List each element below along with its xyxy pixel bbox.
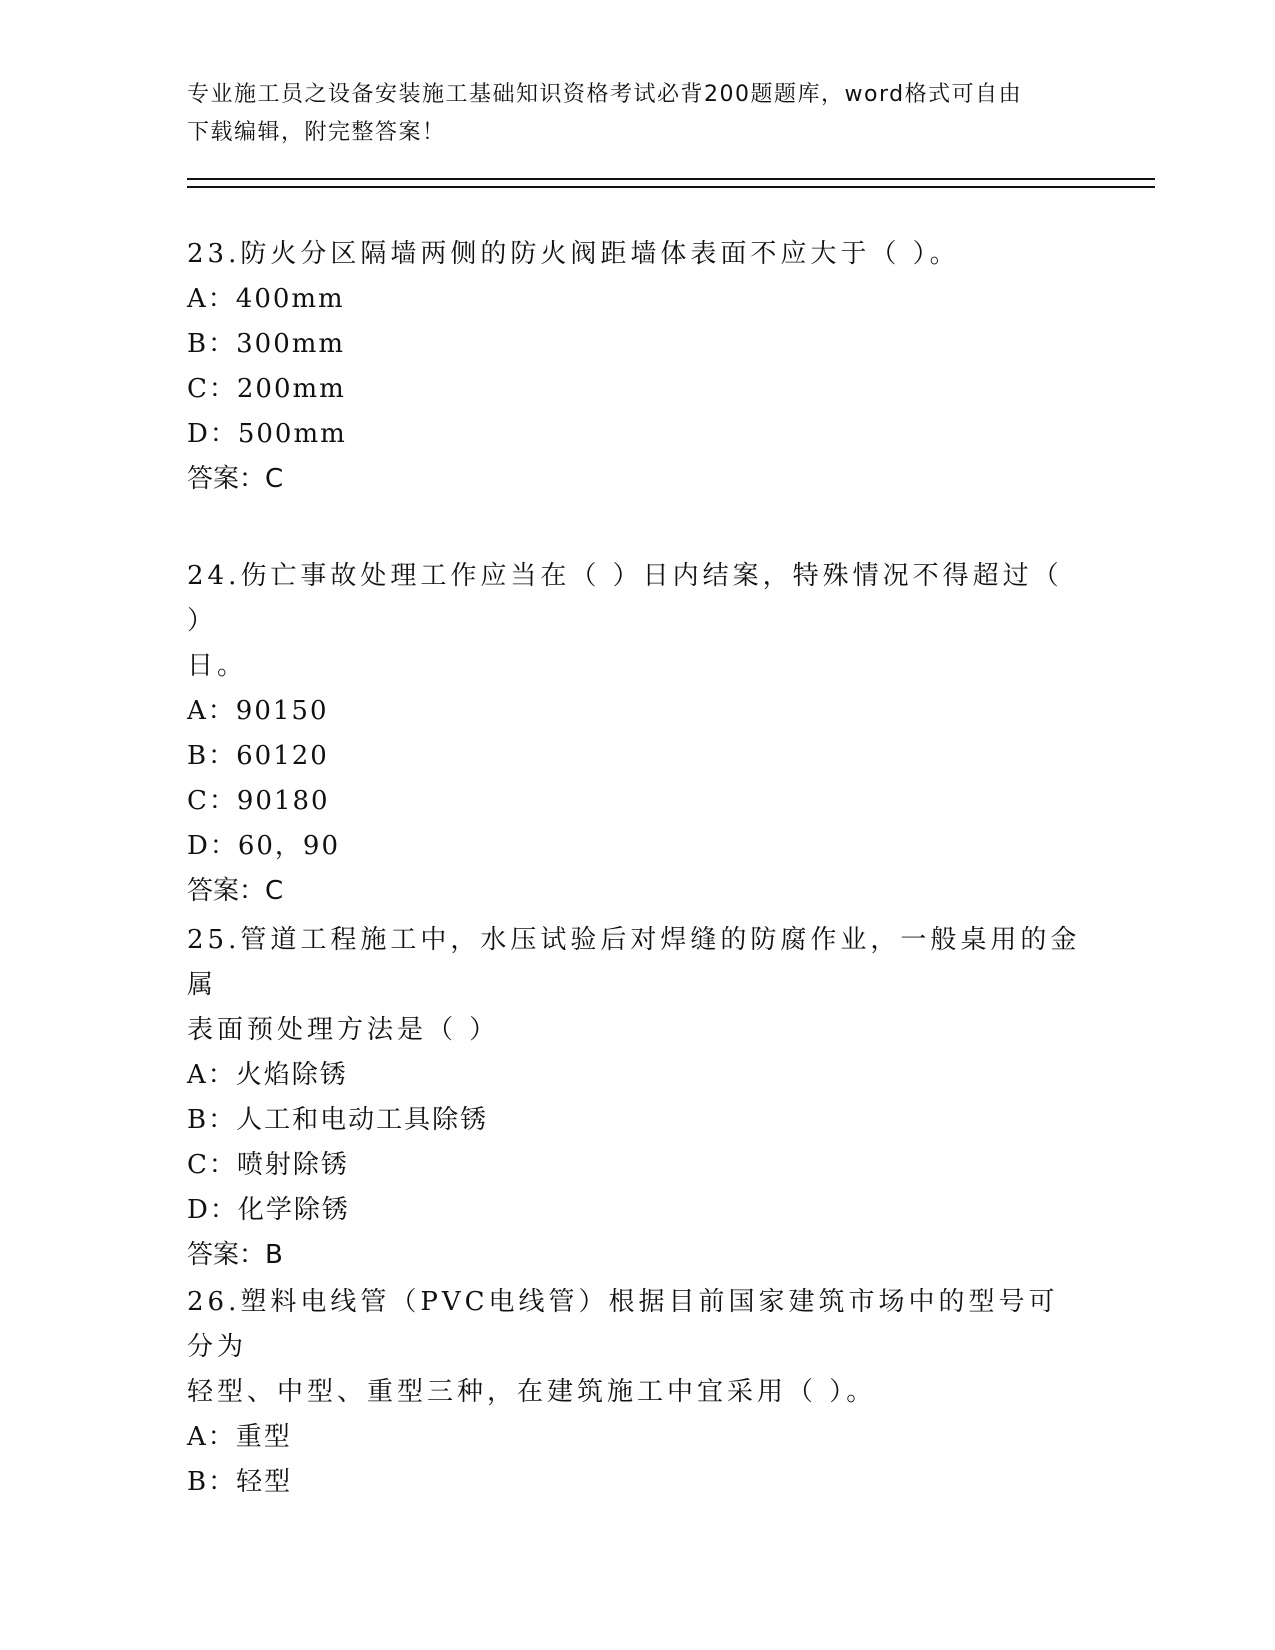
answer-line: 答案：B: [187, 1240, 283, 1270]
question-stem-line-1: 24.伤亡事故处理工作应当在（ ）日内结案，特殊情况不得超过（ ）: [187, 561, 1063, 636]
option-b: B：人工和电动工具除锈: [187, 1105, 489, 1135]
document-header: [187, 76, 1087, 152]
header-line-1: 专业施工员之设备安装施工基础知识资格考试必背200题题库，word格式可自由: [187, 82, 1023, 107]
question-23: [187, 232, 1087, 502]
question-stem-line-1: 26.塑料电线管（PVC电线管）根据目前国家建筑市场中的型号可分为: [187, 1287, 1059, 1362]
option-d: D：500mm: [187, 419, 347, 449]
answer-line: 答案：C: [187, 464, 284, 494]
header-line-2: 下载编辑，附完整答案！: [187, 120, 446, 145]
option-d: D：60，90: [187, 831, 341, 861]
option-a: A：90150: [187, 696, 329, 726]
question-stem-line-1: 25.管道工程施工中，水压试验后对焊缝的防腐作业，一般桌用的金属: [187, 925, 1081, 1000]
option-b: B：60120: [187, 741, 329, 771]
option-a: A：400mm: [187, 284, 345, 314]
option-b: B：轻型: [187, 1467, 293, 1497]
question-26: [187, 1280, 1087, 1505]
option-d: D：化学除锈: [187, 1195, 350, 1225]
question-25: [187, 918, 1087, 1278]
question-stem-line-2: 表面预处理方法是（ ）: [187, 1015, 500, 1045]
option-b: B：300mm: [187, 329, 346, 359]
question-stem-line-2: 日。: [187, 651, 248, 681]
header-double-rule: [187, 178, 1155, 188]
option-a: A：火焰除锈: [187, 1060, 348, 1090]
answer-line: 答案：C: [187, 876, 284, 906]
option-c: C：喷射除锈: [187, 1150, 349, 1180]
option-c: C：90180: [187, 786, 330, 816]
question-stem-line-2: 轻型、中型、重型三种，在建筑施工中宜采用（ ）。: [187, 1377, 877, 1407]
option-c: C：200mm: [187, 374, 346, 404]
question-24: [187, 554, 1087, 914]
question-stem: 23.防火分区隔墙两侧的防火阀距墙体表面不应大于（ ）。: [187, 239, 960, 269]
option-a: A：重型: [187, 1422, 292, 1452]
